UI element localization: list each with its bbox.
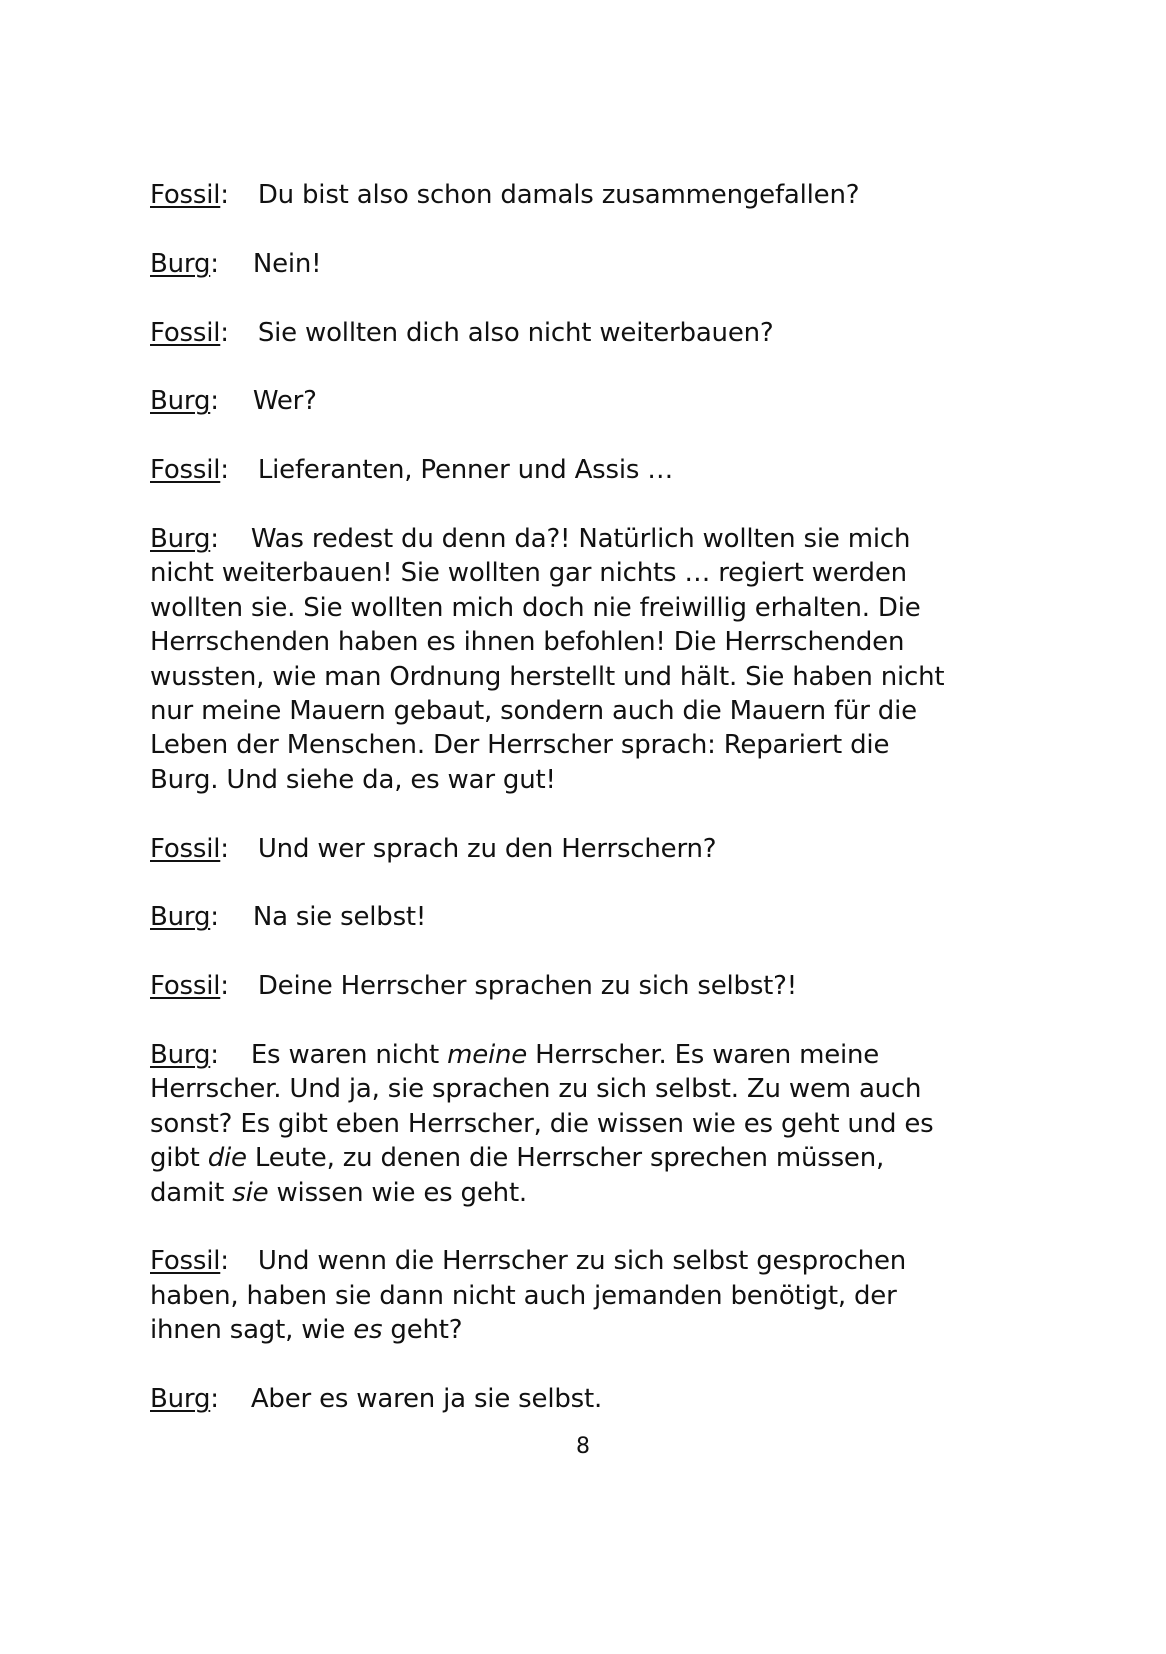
speaker-name: Fossil	[150, 1246, 221, 1277]
dialogue-line-part: Leute, zu denen die Herrscher sprechen müssen, damit	[150, 1143, 885, 1208]
page-number: 8	[576, 1434, 590, 1459]
speaker-name: Burg	[150, 248, 211, 279]
speaker-name: Fossil	[150, 180, 221, 210]
dialogue-line: Und wer sprach zu den Herrschern?	[257, 833, 717, 864]
dialogue-emphasis: sie	[232, 1177, 269, 1208]
dialogue-emphasis: die	[207, 1143, 247, 1174]
dialogue-line: Was redest du denn da?! Natürlich wollten sie mich nicht weiterbauen! Sie wollten gar nichts … regiert werden wollten sie. Sie wollten mich doch nie freiwillig erhalten. Die Herrschenden haben es ihnen befohlen! Die Herrschenden wussten, wie man Ordnung herstellt und hält. Sie haben nicht nur meine Mauern gebaut, sondern auch die Mauern für die Leben der Menschen. Der Herrscher sprach: Repariert die Burg. Und siehe da, es war gut!	[150, 523, 945, 795]
dialogue-entry: Fossil: Lieferanten, Penner und Assis …	[150, 455, 674, 486]
dialogue-line: Aber es waren ja sie selbst.	[250, 1384, 603, 1415]
speaker-name: Burg	[150, 386, 211, 417]
dialogue-line: Du bist also schon damals zusammengefallen?	[257, 180, 860, 210]
dialogue-line: Na sie selbst!	[252, 902, 427, 933]
dialogue-entry: Burg: Aber es waren ja sie selbst.	[150, 1384, 603, 1415]
dialogue-entry: Fossil: Deine Herrscher sprachen zu sich selbst?!	[150, 971, 797, 1002]
dialogue-line-part: geht?	[382, 1315, 463, 1346]
dialogue-entry: Fossil: Du bist also schon damals zusammengefallen?	[150, 180, 860, 210]
speaker-name: Fossil	[150, 833, 221, 864]
dialogue-entry: Burg: Was redest du denn da?! Natürlich wollten sie mich nicht weiterbauen! Sie wollten gar nichts … regiert werden wollten sie. Sie wollten mich doch nie freiwillig erhalten. Die Herrschenden haben es ihnen befohlen! Die Herrschenden wussten, wie man Ordnung herstellt und hält. Sie haben nicht nur meine Mauern gebaut, sondern auch die Mauern für die Leben der Menschen. Der Herrscher sprach: Repariert die Burg. Und siehe da, es war gut!	[150, 523, 945, 795]
dialogue-emphasis: es	[353, 1315, 383, 1346]
dialogue-entry: Fossil: Und wenn die Herrscher zu sich selbst gesprochen haben, haben sie dann nicht auch jemanden benötigt, der ihnen sagt, wie es geht?	[150, 1246, 907, 1346]
speaker-name: Fossil	[150, 317, 221, 348]
dialogue-line: Lieferanten, Penner und Assis …	[257, 455, 674, 486]
speaker-name: Burg	[150, 902, 211, 933]
dialogue-emphasis: meine	[447, 1040, 528, 1071]
dialogue-line: Sie wollten dich also nicht weiterbauen?	[257, 317, 774, 348]
speaker-name: Burg	[150, 1384, 211, 1415]
dialogue-entry: Fossil: Sie wollten dich also nicht weiterbauen?	[150, 317, 774, 348]
dialogue-entry: Burg: Nein!	[150, 248, 322, 279]
dialogue-line: Wer?	[252, 386, 317, 417]
dialogue-entry: Burg: Es waren nicht meine Herrscher. Es waren meine Herrscher. Und ja, sie sprachen zu sich selbst. Zu wem auch sonst? Es gibt eben Herrscher, die wissen wie es geht und es gibt die Leute, zu denen die Herrscher sprechen müssen, damit sie wissen wie es geht.	[150, 1040, 934, 1208]
dialogue-line: Deine Herrscher sprachen zu sich selbst?!	[257, 971, 797, 1002]
speaker-name: Burg	[150, 523, 211, 554]
dialogue-line-part: Und wenn die Herrscher zu sich selbst gesprochen haben, haben sie dann nicht auch jemanden benötigt, der ihnen sagt, wie	[150, 1246, 907, 1346]
dialogue-entry: Burg: Wer?	[150, 386, 317, 417]
speaker-name: Fossil	[150, 455, 221, 486]
speaker-name: Fossil	[150, 971, 221, 1002]
dialogue-line-part: Es waren nicht	[250, 1040, 448, 1071]
speaker-name: Burg	[150, 1040, 211, 1071]
dialogue-line-part: Herrscher. Es waren meine Herrscher. Und ja, sie sprachen zu sich selbst. Zu wem auch sonst? Es gibt eben Herrscher, die wissen wie es geht und es gibt	[150, 1040, 934, 1174]
dialogue-line: Nein!	[252, 248, 322, 279]
script-page	[150, 178, 960, 1451]
dialogue-entry: Burg: Na sie selbst!	[150, 902, 427, 933]
dialogue-line-part: wissen wie es geht.	[268, 1177, 527, 1208]
dialogue-entry: Fossil: Und wer sprach zu den Herrschern?	[150, 833, 717, 864]
